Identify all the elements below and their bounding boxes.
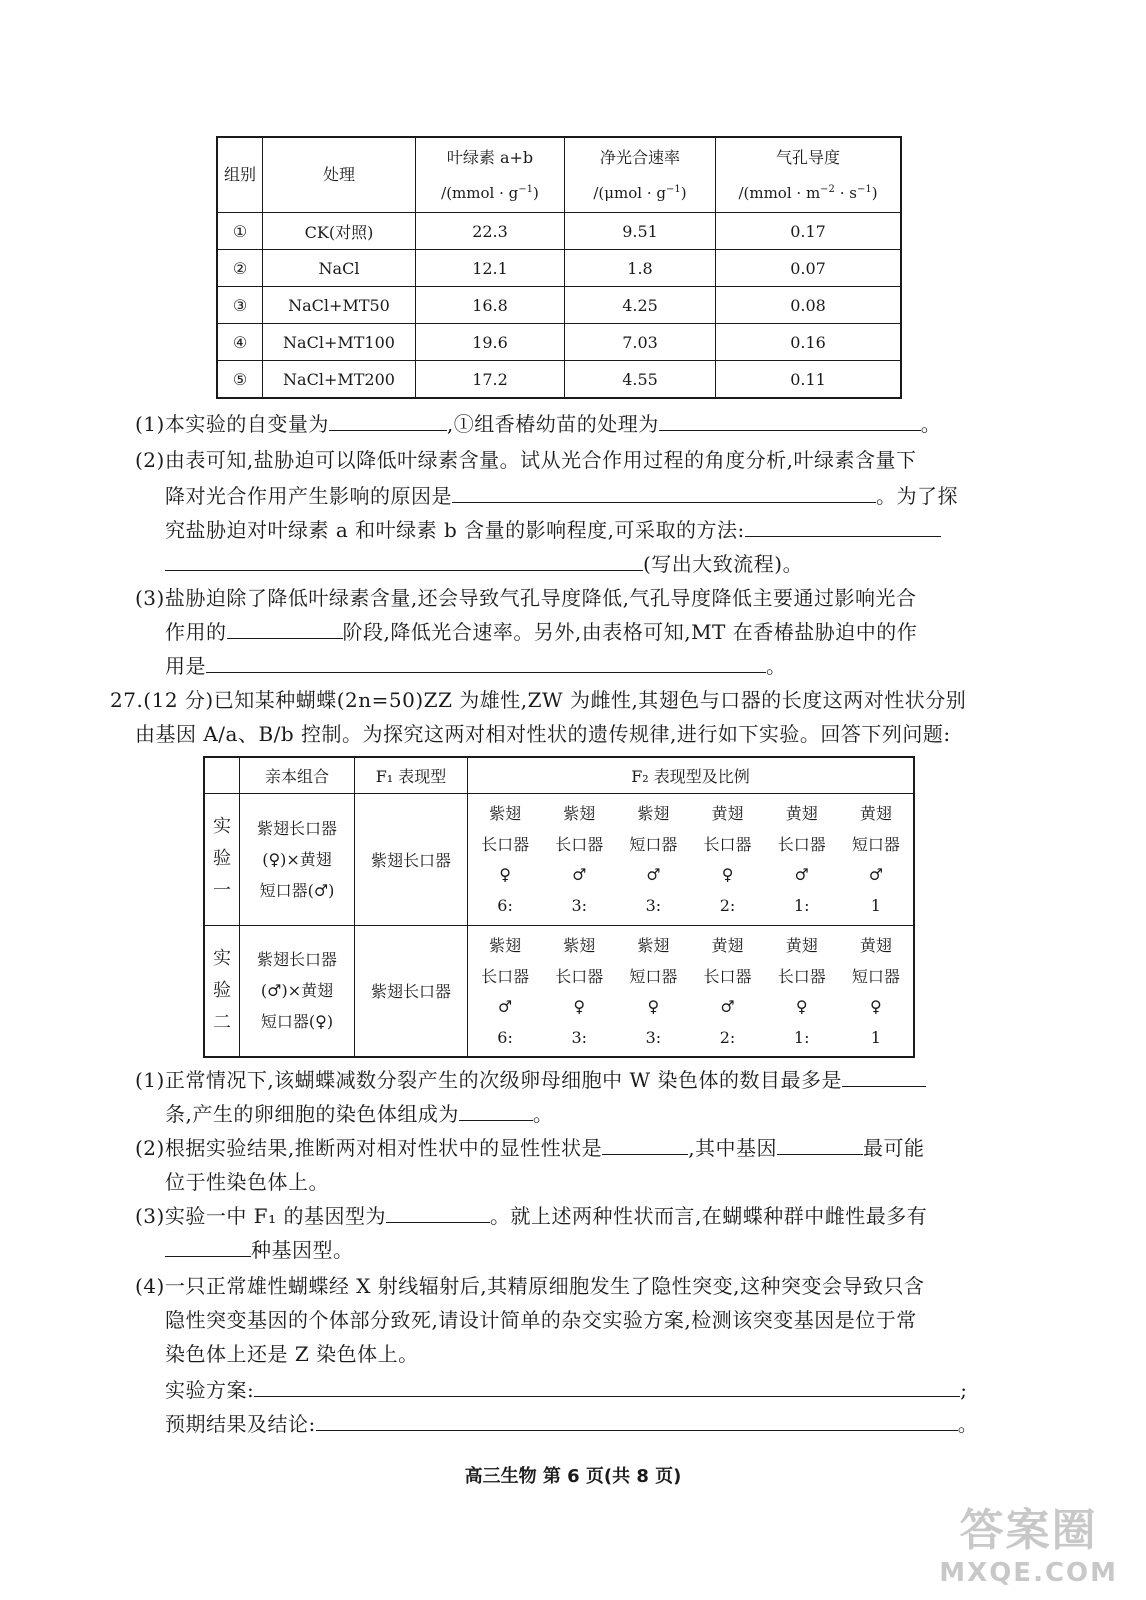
cell-gs: 0.11: [716, 361, 902, 399]
exp2-f2: [468, 925, 915, 1057]
table-row: [217, 250, 901, 287]
q27-part1-text2: 条,产生的卵细胞的染色体组成为: [165, 1102, 459, 1126]
table-row-exp1: [204, 793, 914, 925]
q26-part2-text2: 。为了探: [876, 484, 958, 508]
answer-blank[interactable]: [452, 482, 876, 503]
cell-gs: 0.16: [716, 324, 902, 361]
q26-part1: [135, 410, 941, 438]
cell-gs: 0.08: [716, 287, 902, 324]
exp2-parent: 紫翅长口器 (♂)×黄翅 短口器(♀): [240, 925, 355, 1057]
header-chlorophyll: [416, 137, 565, 213]
cell-pn: 1.8: [565, 250, 716, 287]
answer-blank[interactable]: [602, 1134, 688, 1155]
cell-treatment: NaCl+MT100: [263, 324, 416, 361]
cell-pn: 4.55: [565, 361, 716, 399]
answer-blank[interactable]: [329, 410, 447, 431]
exp1-f1: 紫翅长口器: [355, 793, 468, 925]
exp1-f2-grid: 紫翅 紫翅 紫翅 黄翅 黄翅 黄翅 长口器 长口器 短口器 长口器 长口器 短口器 ♀ ♂ ♂ ♀ ♂ ♂ 6: 3: 3: 2: 1: 1: [481, 804, 900, 915]
cell-group: ⑤: [217, 361, 263, 399]
exp1-label: 实 验 一: [204, 793, 240, 925]
answer-blank[interactable]: [842, 1066, 926, 1087]
header-parent: 亲本组合: [240, 757, 355, 793]
table-row-exp2: [204, 925, 914, 1057]
q27-part4-line2: 隐性突变基因的个体部分致死,请设计简单的杂交实验方案,检测该突变基因是位于常: [165, 1308, 917, 1332]
header-pn-unit: $/(\mu mol \cdot g^{-1})$: [593, 183, 687, 202]
q27-part4-plan: [165, 1376, 968, 1404]
cell-treatment: NaCl+MT50: [263, 287, 416, 324]
q26-part3-line1: (3)盐胁迫除了降低叶绿素含量,还会导致气孔导度降低,气孔导度降低主要通过影响光合: [135, 586, 917, 610]
cell-treatment: NaCl+MT200: [263, 361, 416, 399]
cell-gs: 0.17: [716, 213, 902, 250]
page-footer: 高三生物 第 6 页(共 8 页): [464, 1466, 682, 1487]
q27-part3-text3: 种基因型。: [251, 1238, 354, 1262]
q27-stem-line1: 27.(12 分)已知某种蝴蝶(2n=50)ZZ 为雄性,ZW 为雌性,其翅色与口器的长度这两对性状分别: [110, 688, 967, 712]
header-f1: F₁ 表现型: [355, 757, 468, 793]
q27-part2-text: (2)根据实验结果,推断两对相对性状中的显性性状是: [135, 1136, 603, 1160]
answer-blank[interactable]: [777, 1134, 863, 1155]
q26-part2-line4: [165, 550, 803, 578]
q26-part2-text: 降对光合作用产生影响的原因是: [165, 484, 452, 508]
cell-group: ④: [217, 324, 263, 361]
q27-part2-line1: [135, 1134, 925, 1162]
q27-part2-line2: 位于性染色体上。: [165, 1170, 329, 1194]
header-group: 组别: [217, 137, 263, 213]
answer-blank[interactable]: [165, 1236, 251, 1257]
table-row: [217, 324, 901, 361]
q27-part3-line1: [135, 1202, 927, 1230]
q26-part3-line2: [165, 618, 917, 646]
q26-part3-end: 。: [766, 654, 787, 678]
q27-part4-line3: 染色体上还是 Z 染色体上。: [165, 1342, 419, 1366]
answer-blank[interactable]: [659, 410, 921, 431]
cell-chl: 16.8: [416, 287, 565, 324]
q26-part2-line1: (2)由表可知,盐胁迫可以降低叶绿素含量。试从光合作用过程的角度分析,叶绿素含量下: [135, 448, 917, 472]
table-row: [217, 361, 901, 399]
cell-group: ②: [217, 250, 263, 287]
cell-chl: 22.3: [416, 213, 565, 250]
plan-end: ;: [960, 1378, 968, 1402]
q27-part3-text: (3)实验一中 F₁ 的基因型为: [135, 1204, 386, 1228]
q26-part3-text: 作用的: [165, 620, 227, 644]
answer-blank[interactable]: [254, 1376, 960, 1397]
q26-part2-line2: [165, 482, 958, 510]
header-gs-label: 气孔导度: [775, 147, 840, 167]
q27-part4-line1: (4)一只正常雄性蝴蝶经 X 射线辐射后,其精原细胞发生了隐性突变,这种突变会导致只含: [135, 1274, 925, 1298]
q27-stem-line2: 由基因 A/a、B/b 控制。为探究这两对相对性状的遗传规律,进行如下实验。回答下列问题:: [135, 722, 951, 746]
cell-chl: 12.1: [416, 250, 565, 287]
q27-part3-line2: [165, 1236, 354, 1264]
header-pn-label: 净光合速率: [599, 147, 680, 167]
watermark-bottom: MXQE.COM: [939, 1558, 1118, 1588]
header-chlorophyll-label: 叶绿素 a+b: [446, 147, 534, 167]
q27-part3-text2: 。就上述两种性状而言,在蝴蝶种群中雌性最多有: [489, 1204, 928, 1228]
q26-part3-text2: 阶段,降低光合速率。另外,由表格可知,MT 在香椿盐胁迫中的作: [342, 620, 918, 644]
cell-pn: 9.51: [565, 213, 716, 250]
q26-part1-text2: ,①组香椿幼苗的处理为: [446, 412, 659, 436]
exp2-f1: 紫翅长口器: [355, 925, 468, 1057]
exp2-f2-grid: 紫翅 紫翅 紫翅 黄翅 黄翅 黄翅 长口器 长口器 短口器 长口器 长口器 短口器 ♂ ♀ ♀ ♂ ♀ ♀ 6: 3: 3: 2: 1: 1: [481, 935, 900, 1047]
plan-label: 实验方案:: [165, 1378, 255, 1402]
cell-treatment: CK(对照): [263, 213, 416, 250]
q27-part2-text2: ,其中基因: [688, 1136, 778, 1160]
cell-pn: 7.03: [565, 324, 716, 361]
answer-blank[interactable]: [745, 516, 941, 537]
q27-part1-end: 。: [532, 1102, 554, 1126]
q26-part2-text3: 究盐胁迫对叶绿素 a 和叶绿素 b 含量的影响程度,可采取的方法:: [165, 518, 745, 542]
watermark-logo: [939, 1494, 1118, 1588]
answer-blank[interactable]: [386, 1202, 490, 1223]
q27-part1-line1: [135, 1066, 926, 1094]
cell-gs: 0.07: [716, 250, 902, 287]
q26-part2-line3: [165, 516, 941, 544]
q27-part4-result: [165, 1410, 978, 1438]
header-chlorophyll-unit: /(mmol · $g^{-1}$): [441, 183, 539, 202]
table-row: [217, 287, 901, 324]
result-end: 。: [957, 1412, 979, 1436]
answer-blank[interactable]: [227, 618, 343, 639]
table-chlorophyll: [216, 136, 902, 399]
q26-part3-line3: [165, 652, 787, 680]
q26-part2-text4: (写出大致流程)。: [643, 552, 804, 576]
exp1-parent: 紫翅长口器 (♀)×黄翅 短口器(♂): [240, 793, 355, 925]
cell-chl: 19.6: [416, 324, 565, 361]
cell-pn: 4.25: [565, 287, 716, 324]
header-empty: [204, 757, 240, 793]
result-label: 预期结果及结论:: [165, 1412, 316, 1436]
header-stomatal-conductance: [716, 137, 902, 213]
watermark-top: 答案圈: [959, 1505, 1098, 1556]
answer-blank[interactable]: [316, 1410, 958, 1431]
exp2-label: 实 验 二: [204, 925, 240, 1057]
table-row: [217, 213, 901, 250]
header-f2: F₂ 表现型及比例: [468, 757, 915, 793]
answer-blank[interactable]: [206, 652, 766, 673]
q26-part1-end: 。: [920, 412, 942, 436]
q26-part3-text3: 用是: [165, 654, 206, 678]
exp1-f2: [468, 793, 915, 925]
cell-chl: 17.2: [416, 361, 565, 399]
q26-part1-text: (1)本实验的自变量为: [135, 412, 329, 436]
header-treatment: 处理: [263, 137, 416, 213]
answer-blank[interactable]: [459, 1100, 533, 1121]
header-net-photosynthesis: [565, 137, 716, 213]
cell-treatment: NaCl: [263, 250, 416, 287]
q27-part2-text3: 最可能: [863, 1136, 925, 1160]
q27-part1-text: (1)正常情况下,该蝴蝶减数分裂产生的次级卵母细胞中 W 染色体的数目最多是: [135, 1068, 842, 1092]
cell-group: ①: [217, 213, 263, 250]
q27-part1-line2: [165, 1100, 553, 1128]
cell-group: ③: [217, 287, 263, 324]
table-butterfly-crosses: [203, 756, 915, 1058]
header-gs-unit: /(mmol · $m^{-2} \cdot s^{-1}$): [738, 183, 878, 202]
answer-blank[interactable]: [165, 550, 643, 571]
